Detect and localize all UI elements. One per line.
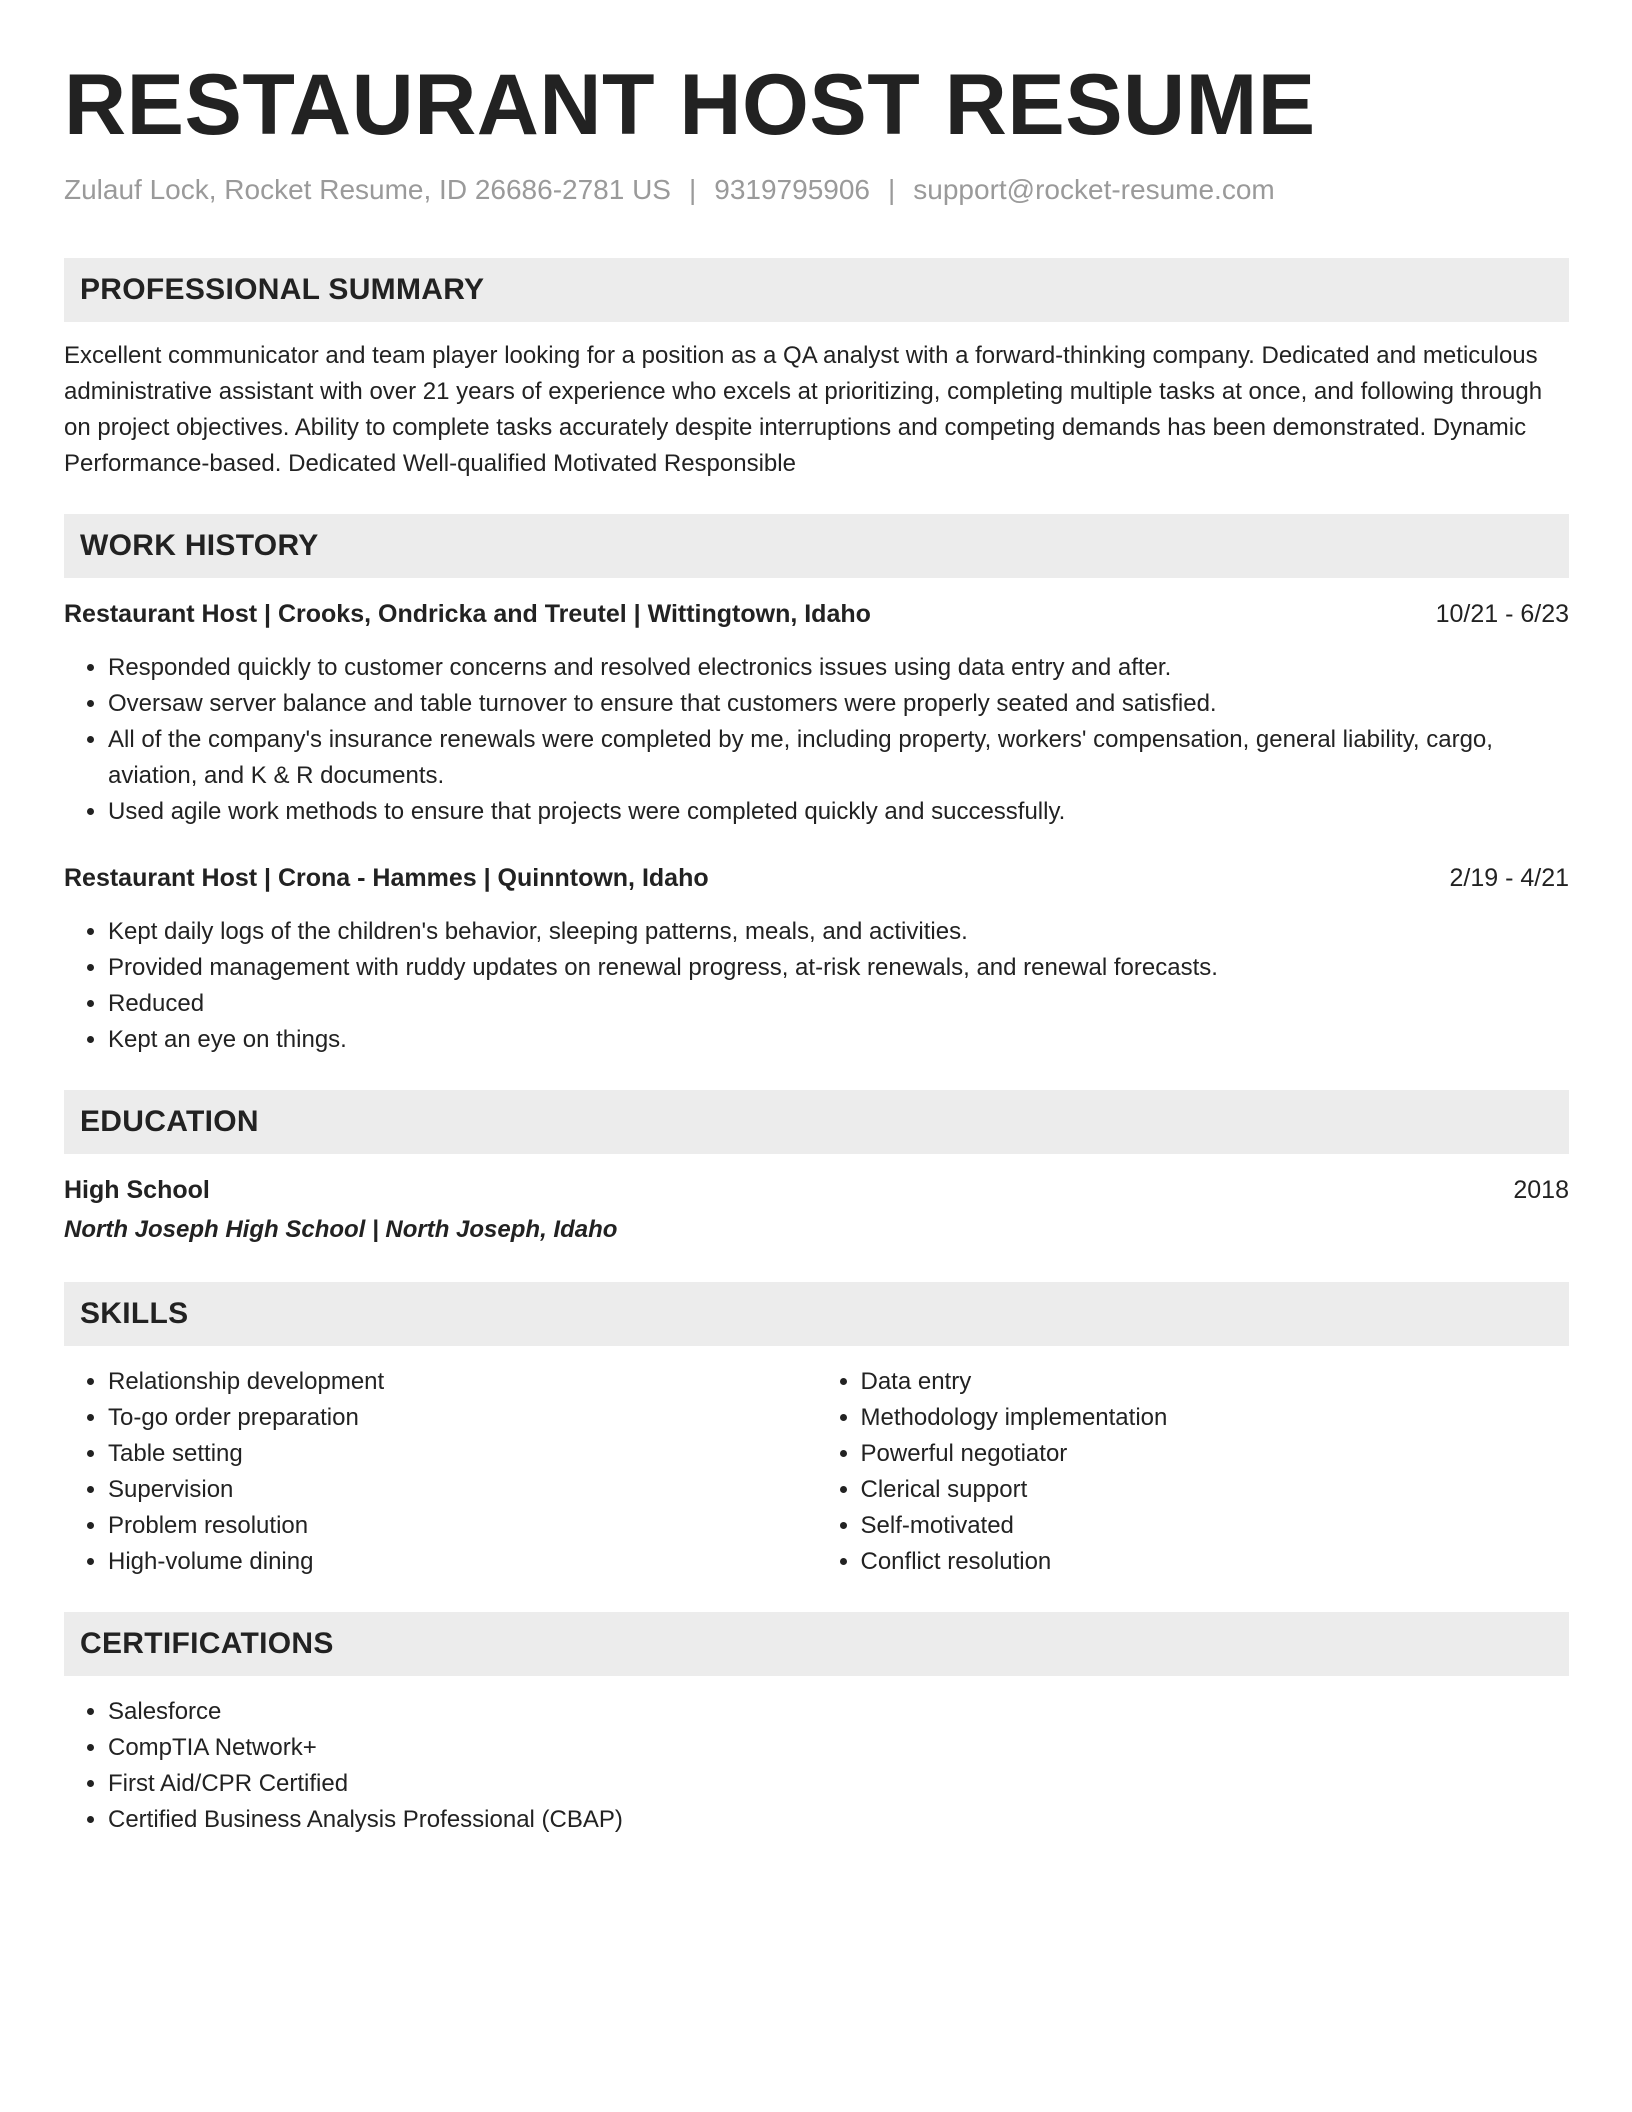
job-bullet: • Kept an eye on things. bbox=[108, 1022, 1569, 1058]
job-bullet: • Used agile work methods to ensure that projects were completed quickly and successfully. bbox=[108, 794, 1569, 830]
education-school: North Joseph High School | North Joseph, Idaho bbox=[64, 1216, 618, 1243]
section-header-education: EDUCATION bbox=[64, 1090, 1569, 1154]
contact-address: Zulauf Lock, Rocket Resume, ID 26686-2781 US bbox=[64, 174, 671, 205]
job-bullet: • Provided management with ruddy updates on renewal progress, at-risk renewals, and renewal forecasts. bbox=[108, 950, 1569, 986]
education-degree: High School bbox=[64, 1176, 210, 1204]
skills-column-right bbox=[817, 1364, 1570, 1580]
skill-item: • High-volume dining bbox=[108, 1544, 817, 1580]
skills-list bbox=[64, 1364, 817, 1580]
contact-line bbox=[64, 172, 1569, 208]
job-title: Restaurant Host | Crooks, Ondricka and Treutel | Wittingtown, Idaho bbox=[64, 600, 871, 628]
skill-item: • Self-motivated bbox=[861, 1508, 1570, 1544]
job-dates: 10/21 - 6/23 bbox=[1435, 600, 1569, 628]
job-bullet: • Kept daily logs of the children's behavior, sleeping patterns, meals, and activities. bbox=[108, 914, 1569, 950]
certification-item: • CompTIA Network+ bbox=[108, 1730, 1569, 1766]
education-header bbox=[64, 1172, 1569, 1208]
job-bullet: • All of the company's insurance renewals were completed by me, including property, workers' compensation, general liability, cargo, aviation, and K & R documents. bbox=[108, 722, 1569, 794]
job-bullet: • Reduced bbox=[108, 986, 1569, 1022]
summary-text: Excellent communicator and team player looking for a position as a QA analyst with a forward-thinking company. Dedicated and meticulous administrative assistant with over 21 years of experience who excels at prioritizing, completing multiple tasks at once, and following through on project objectives. Ability to complete tasks accurately despite interruptions and competing demands has been demonstrated. Dynamic Performance-based. Dedicated Well-qualified Motivated Responsible bbox=[64, 342, 1543, 477]
job-title: Restaurant Host | Crona - Hammes | Quinntown, Idaho bbox=[64, 864, 709, 892]
skill-item: • Methodology implementation bbox=[861, 1400, 1570, 1436]
skills-list bbox=[817, 1364, 1570, 1580]
skill-item: • Problem resolution bbox=[108, 1508, 817, 1544]
section-header-skills: SKILLS bbox=[64, 1282, 1569, 1346]
section-header-work-history: WORK HISTORY bbox=[64, 514, 1569, 578]
job-bullet-list bbox=[64, 650, 1569, 830]
job-dates: 2/19 - 4/21 bbox=[1449, 864, 1569, 892]
resume-title: RESTAURANT HOST RESUME bbox=[64, 57, 1316, 153]
skill-item: • Supervision bbox=[108, 1472, 817, 1508]
skills-grid bbox=[64, 1364, 1569, 1580]
job-bullet: • Oversaw server balance and table turnover to ensure that customers were properly seated and satisfied. bbox=[108, 686, 1569, 722]
certification-item: • Salesforce bbox=[108, 1694, 1569, 1730]
skill-item: • Table setting bbox=[108, 1436, 817, 1472]
job-header bbox=[64, 596, 1569, 632]
education-year: 2018 bbox=[1513, 1176, 1569, 1204]
certification-item: • First Aid/CPR Certified bbox=[108, 1766, 1569, 1802]
section-header-summary: PROFESSIONAL SUMMARY bbox=[64, 258, 1569, 322]
job-bullet-list bbox=[64, 914, 1569, 1058]
skill-item: • Relationship development bbox=[108, 1364, 817, 1400]
skill-item: • Clerical support bbox=[861, 1472, 1570, 1508]
certifications-list bbox=[64, 1694, 1569, 1838]
skills-column-left bbox=[64, 1364, 817, 1580]
contact-separator: | bbox=[688, 174, 697, 205]
skill-item: • Conflict resolution bbox=[861, 1544, 1570, 1580]
skill-item: • To-go order preparation bbox=[108, 1400, 817, 1436]
contact-separator: | bbox=[888, 174, 896, 205]
section-header-certifications: CERTIFICATIONS bbox=[64, 1612, 1569, 1676]
certification-item: • Certified Business Analysis Professional (CBAP) bbox=[108, 1802, 1569, 1838]
contact-phone: 9319795906 bbox=[714, 174, 870, 205]
skill-item: • Data entry bbox=[861, 1364, 1570, 1400]
contact-email: support@rocket-resume.com bbox=[913, 174, 1275, 205]
job-bullet: • Responded quickly to customer concerns and resolved electronics issues using data entry and after. bbox=[108, 650, 1569, 686]
skill-item: • Powerful negotiator bbox=[861, 1436, 1570, 1472]
job-header bbox=[64, 860, 1569, 896]
